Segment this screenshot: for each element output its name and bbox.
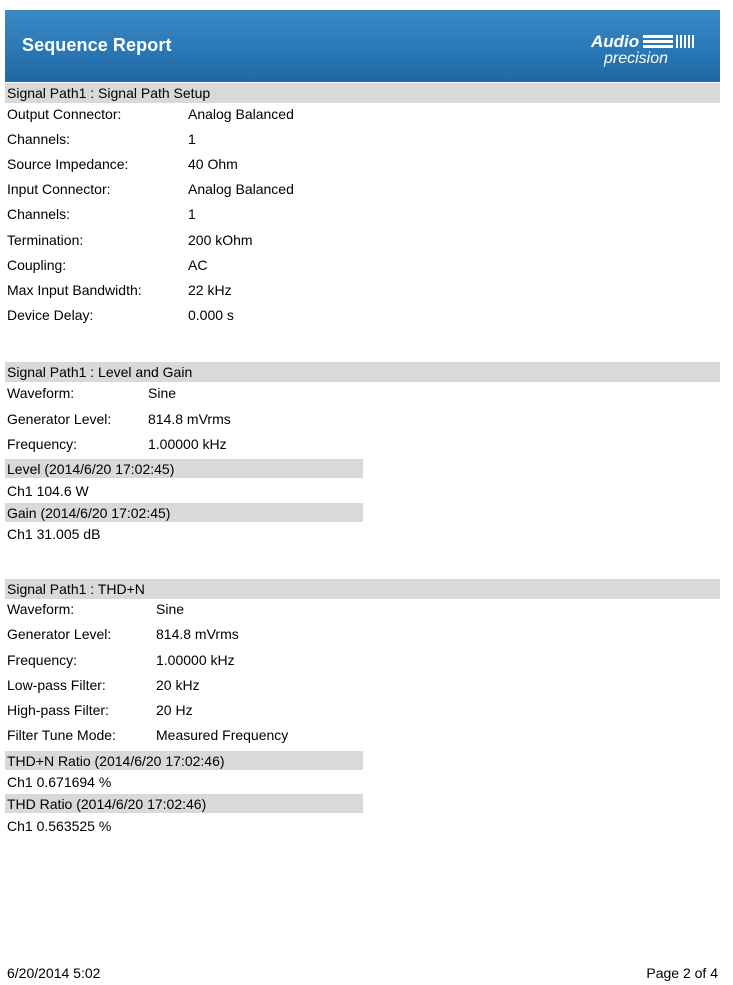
footer-date: 6/20/2014 5:02	[7, 965, 101, 981]
result-value-gain: Ch1 31.005 dB	[7, 526, 101, 542]
row-label: Channels:	[7, 206, 71, 222]
footer-page-number: Page 2 of 4	[646, 965, 718, 981]
result-header-thd-ratio	[5, 794, 363, 813]
row-label: Source Impedance:	[7, 156, 129, 172]
row-label: Waveform:	[7, 385, 75, 401]
row-value: Analog Balanced	[188, 181, 294, 197]
result-title: THD Ratio (2014/6/20 17:02:46)	[7, 796, 207, 812]
row-value: 20 Hz	[156, 702, 193, 718]
row-value: 20 kHz	[156, 677, 200, 693]
section-title: Signal Path1 : THD+N	[7, 581, 145, 597]
row-value: Analog Balanced	[188, 106, 294, 122]
row-label: Termination:	[7, 232, 84, 248]
section-header-level-gain	[5, 362, 720, 382]
row-value: Sine	[156, 601, 185, 617]
row-value: Measured Frequency	[156, 727, 289, 743]
result-title: THD+N Ratio (2014/6/20 17:02:46)	[7, 753, 225, 769]
row-label: Generator Level:	[7, 411, 112, 427]
result-header-level	[5, 459, 363, 478]
section-header-setup	[5, 83, 720, 103]
svg-text:precision: precision	[604, 50, 669, 67]
result-title: Gain (2014/6/20 17:02:45)	[7, 505, 171, 521]
row-value: Sine	[148, 385, 177, 401]
row-value: 0.000 s	[188, 307, 234, 323]
row-label: Frequency:	[7, 652, 78, 668]
section-title: Signal Path1 : Level and Gain	[7, 364, 193, 380]
row-label: Frequency:	[7, 436, 78, 452]
row-value: 1	[188, 131, 196, 147]
svg-text:Audio: Audio	[591, 32, 640, 51]
report-title: Sequence Report	[22, 35, 172, 55]
row-value: 1	[188, 206, 196, 222]
row-value: 1.00000 kHz	[156, 652, 235, 668]
row-value: 814.8 mVrms	[148, 411, 231, 427]
result-value-thd-ratio: Ch1 0.563525 %	[7, 818, 112, 834]
row-value: AC	[188, 257, 208, 273]
section-title: Signal Path1 : Signal Path Setup	[7, 85, 211, 101]
row-label: Device Delay:	[7, 307, 94, 323]
row-label: Coupling:	[7, 257, 67, 273]
result-header-thdn-ratio	[5, 751, 363, 770]
row-label: Low-pass Filter:	[7, 677, 106, 693]
row-value: 200 kOhm	[188, 232, 253, 248]
result-title: Level (2014/6/20 17:02:45)	[7, 461, 175, 477]
result-value-level: Ch1 104.6 W	[7, 483, 89, 499]
result-value-thdn-ratio: Ch1 0.671694 %	[7, 774, 112, 790]
row-value: 814.8 mVrms	[156, 626, 239, 642]
row-label: Max Input Bandwidth:	[7, 282, 142, 298]
row-label: Filter Tune Mode:	[7, 727, 116, 743]
audio-precision-logo	[587, 30, 699, 70]
row-label: High-pass Filter:	[7, 702, 109, 718]
row-label: Input Connector:	[7, 181, 111, 197]
section-header-thdn	[5, 579, 720, 599]
row-value: 1.00000 kHz	[148, 436, 227, 452]
row-label: Generator Level:	[7, 626, 112, 642]
row-label: Channels:	[7, 131, 71, 147]
row-value: 22 kHz	[188, 282, 232, 298]
row-value: 40 Ohm	[188, 156, 238, 172]
result-header-gain	[5, 503, 363, 522]
row-label: Output Connector:	[7, 106, 122, 122]
report-header	[5, 10, 720, 82]
row-label: Waveform:	[7, 601, 75, 617]
